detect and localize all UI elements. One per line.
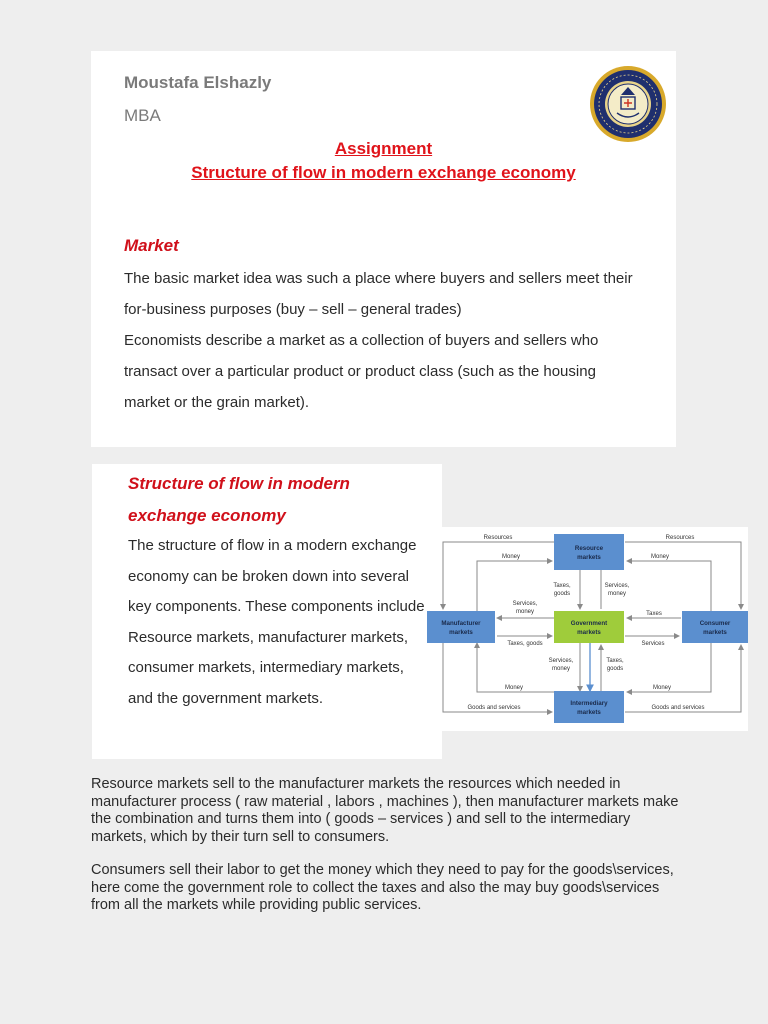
school-seal-icon <box>589 65 667 143</box>
body-paragraph-2: Consumers sell their labor to get the money which they need to pay for the goods\services, here come the government role to collect the taxes and also the may buy goods\services from all the markets while providing public services. <box>91 862 674 913</box>
market-heading: Market <box>124 236 179 255</box>
arrow-goods-manufacturer-to-intermediary <box>443 643 552 712</box>
intro-card <box>91 51 676 447</box>
assignment-label: Assignment <box>334 139 433 158</box>
svg-text:money: money <box>551 666 571 672</box>
label-services-money-bottom: Services, <box>548 658 574 664</box>
label-money-top-left: Money <box>501 554 521 560</box>
label-taxes-goods-left: Taxes, goods <box>507 641 543 647</box>
label-taxes-goods-bottom: Taxes, <box>606 658 624 664</box>
svg-text:markets: markets <box>577 709 601 716</box>
svg-text:goods: goods <box>553 591 571 597</box>
node-intermediary-markets <box>554 691 624 723</box>
node-manufacturer-markets <box>427 611 495 643</box>
svg-text:markets: markets <box>577 629 601 636</box>
flow-paragraph: The structure of flow in a modern exchange economy can be broken down into several key components. These components include Resource markets, manufacturer markets, consumer markets, intermediary markets, and the government markets. <box>128 537 425 707</box>
label-resources-left: Resources <box>483 535 513 541</box>
label-services-money-top: Services, <box>604 583 630 589</box>
svg-text:Manufacturer: Manufacturer <box>441 620 481 627</box>
label-money-top-right: Money <box>650 554 670 560</box>
arrow-goods-intermediary-to-consumer <box>625 645 741 712</box>
flow-diagram <box>427 527 748 731</box>
market-paragraph-a: The basic market idea was such a place where buyers and sellers meet their for-business purposes (buy – sell – general trades) <box>124 270 633 318</box>
svg-text:goods: goods <box>606 666 624 672</box>
body-paragraph-1: Resource markets sell to the manufacturer markets the resources which needed in manufacturer process ( raw material , labors , machines ), then manufacturer markets make the combination and turns them into ( goods – services ) and sell to the intermediary markets, which by their turn sell to consumers. <box>91 776 679 845</box>
assignment-title: Structure of flow in modern exchange economy <box>191 163 576 182</box>
svg-text:Resource: Resource <box>574 545 604 552</box>
node-resource-markets <box>554 534 624 570</box>
label-resources-right: Resources <box>665 535 695 541</box>
label-goods-right: Goods and services <box>651 705 705 711</box>
svg-text:money: money <box>607 591 627 597</box>
node-government-markets <box>554 611 624 643</box>
label-goods-left: Goods and services <box>467 705 521 711</box>
market-paragraph-b: Economists describe a market as a collection of buyers and sellers who transact over a particular product or product class (such as the housing market or the grain market). <box>124 332 599 411</box>
label-services-money-left: Services, <box>512 601 538 607</box>
svg-text:Government: Government <box>570 620 608 627</box>
label-taxes-goods-top: Taxes, <box>553 583 571 589</box>
svg-text:Intermediary: Intermediary <box>570 700 608 707</box>
svg-text:markets: markets <box>577 554 601 561</box>
label-money-bottom-left: Money <box>504 685 524 691</box>
label-money-bottom-right: Money <box>652 685 672 691</box>
label-taxes-right: Taxes <box>646 611 662 617</box>
arrow-money-consumer-to-resource <box>627 561 711 611</box>
svg-text:money: money <box>515 609 535 615</box>
flow-card <box>92 464 442 759</box>
svg-text:markets: markets <box>449 629 473 636</box>
arrow-resources-to-consumer <box>625 542 741 609</box>
node-consumer-markets <box>682 611 748 643</box>
author-name: Moustafa Elshazly <box>124 73 272 92</box>
market-paragraph <box>124 263 644 418</box>
flow-heading: Structure of flow in modern exchange economy <box>128 474 350 525</box>
degree-label: MBA <box>124 106 161 125</box>
svg-text:markets: markets <box>703 629 727 636</box>
arrow-resources-to-manufacturer <box>443 542 554 609</box>
label-services-right: Services <box>641 641 665 647</box>
svg-text:Consumer: Consumer <box>699 620 731 627</box>
